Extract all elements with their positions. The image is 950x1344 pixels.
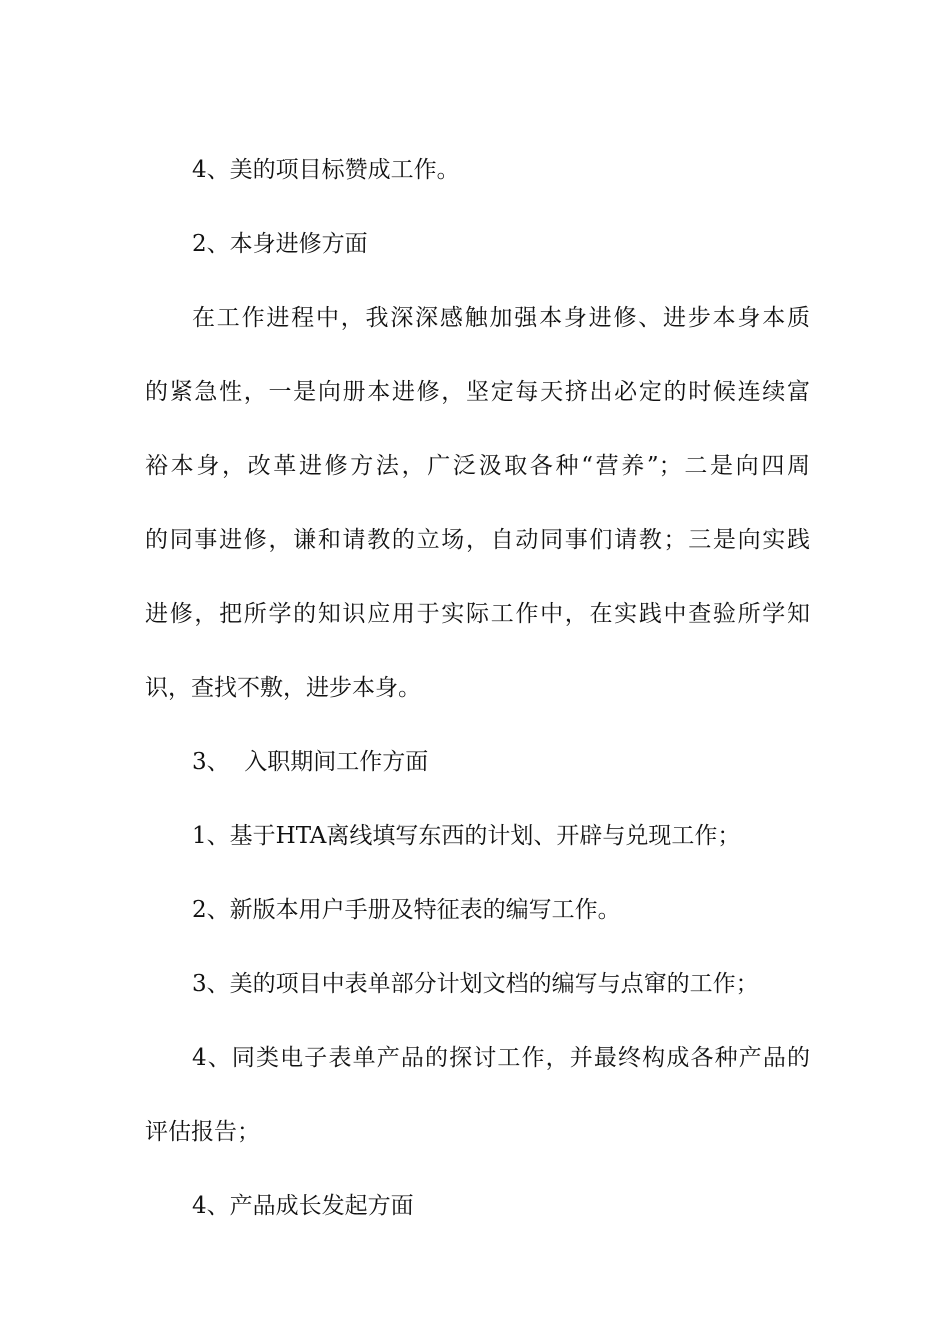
list-item: 3、美的项目中表单部分计划文档的编写与点窜的工作； xyxy=(192,971,759,997)
paragraph-line: 的同事进修，谦和请教的立场，自动同事们请教；三是向实践 xyxy=(145,527,810,553)
section-heading-self-study: 2、本身进修方面 xyxy=(192,231,368,257)
list-item-project-work: 4、美的项目标赞成工作。 xyxy=(192,157,460,183)
list-item: 4、同类电子表单产品的探讨工作，并最终构成各种产品的 xyxy=(192,1045,810,1071)
list-item-continuation: 评估报告； xyxy=(145,1119,260,1145)
paragraph-line: 在工作进程中，我深深感触加强本身进修、进步本身本质 xyxy=(192,305,810,331)
paragraph-line: 进修，把所学的知识应用于实际工作中，在实践中查验所学知 xyxy=(145,601,810,627)
list-item: 1、基于HTA离线填写东西的计划、开辟与兑现工作； xyxy=(192,823,741,849)
paragraph-line: 识，查找不敷，进步本身。 xyxy=(145,675,421,701)
section-heading-product-development: 4、产品成长发起方面 xyxy=(192,1193,414,1219)
paragraph-line: 的紧急性，一是向册本进修，坚定每天挤出必定的时候连续富 xyxy=(145,379,810,405)
list-item: 2、新版本用户手册及特征表的编写工作。 xyxy=(192,897,621,923)
paragraph-line: 裕本身，改革进修方法，广泛汲取各种“营养”；二是向四周 xyxy=(145,453,810,479)
section-heading-work-during-employment: 3、 入职期间工作方面 xyxy=(192,749,429,775)
document-body xyxy=(145,133,810,1243)
